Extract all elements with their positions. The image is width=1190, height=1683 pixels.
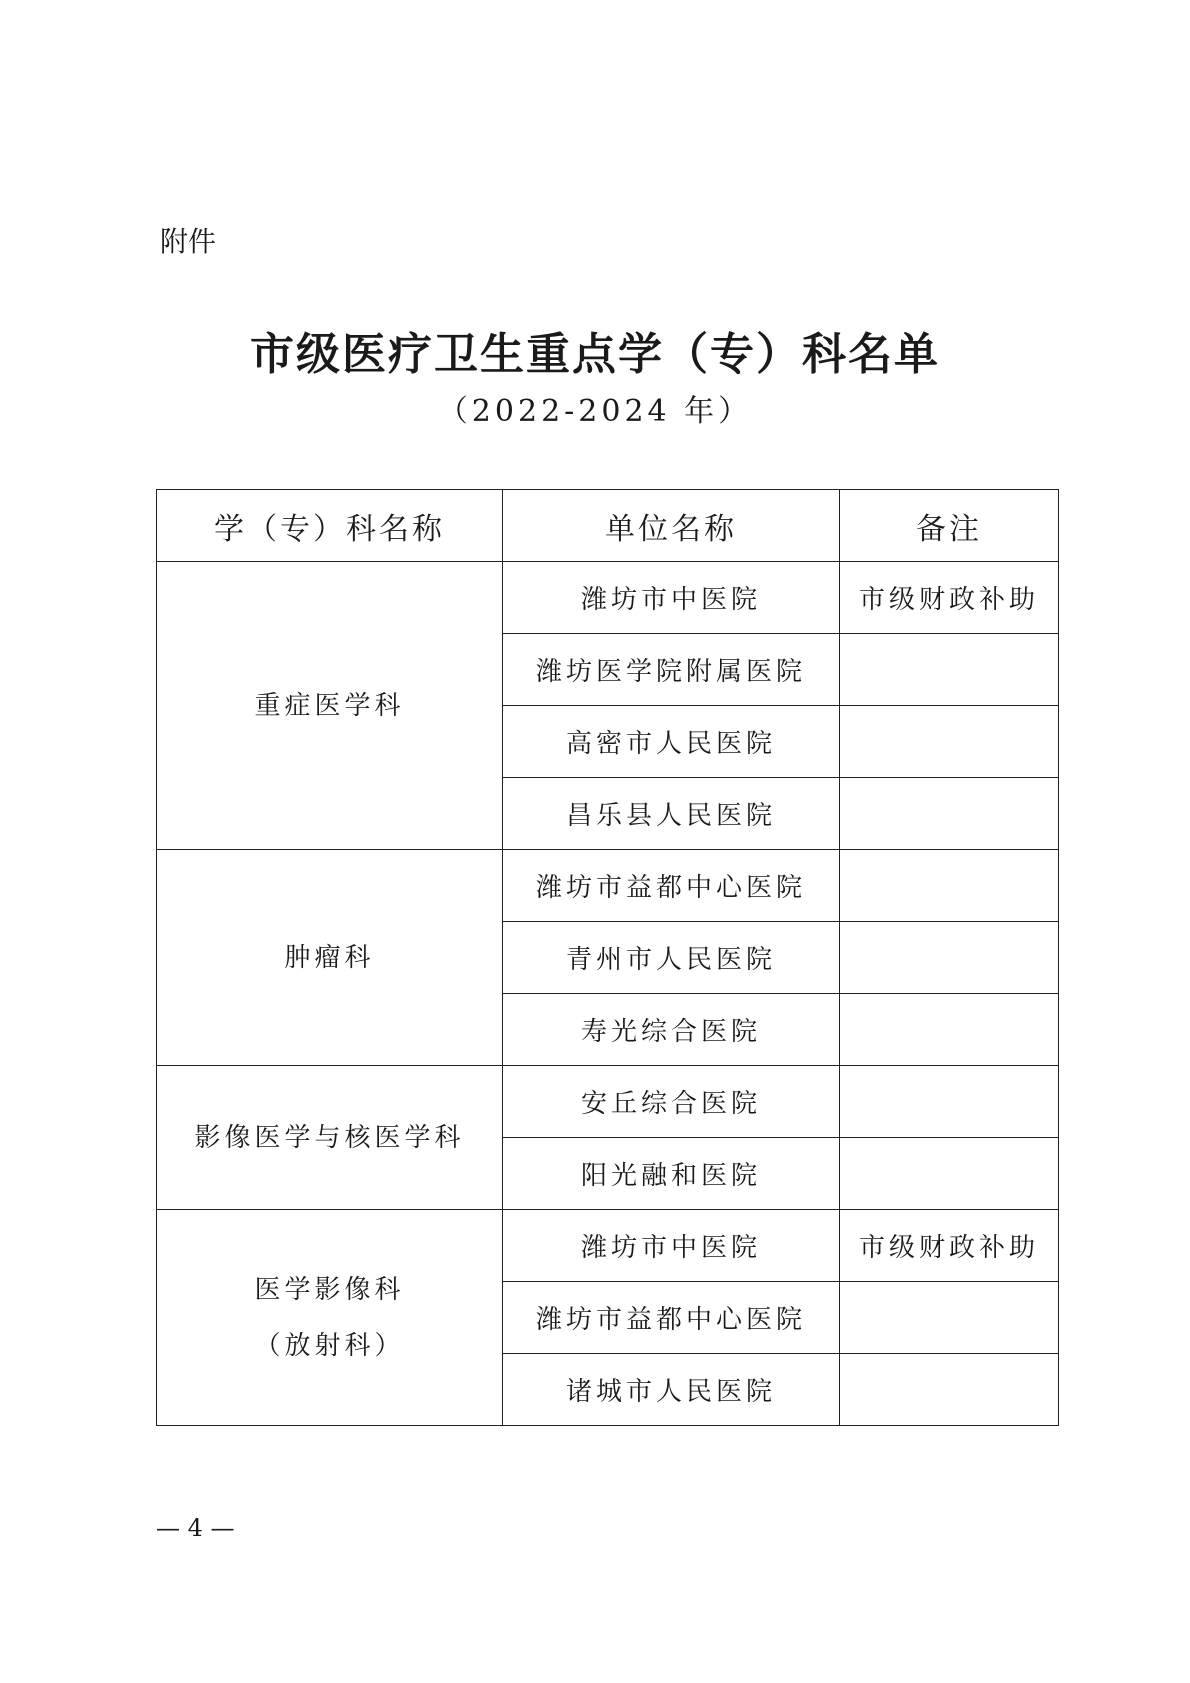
subject-cell [157,1210,503,1426]
document-title: 市级医疗卫生重点学（专）科名单 [250,329,940,380]
table-header-row [157,490,1059,562]
table-row [157,1066,1059,1138]
table-row [157,562,1059,634]
table-row [157,850,1059,922]
note-cell [840,1354,1059,1426]
attachment-label: 附件 [160,225,217,258]
unit-cell: 潍坊市益都中心医院 [503,1282,840,1354]
unit-cell: 潍坊市中医院 [503,562,840,634]
subject-cell [157,562,503,850]
note-cell [840,1282,1059,1354]
header-unit: 单位名称 [503,490,840,562]
note-cell [840,850,1059,922]
unit-cell: 诸城市人民医院 [503,1354,840,1426]
unit-cell: 潍坊市中医院 [503,1210,840,1282]
table-row [157,1210,1059,1282]
unit-cell: 高密市人民医院 [503,706,840,778]
note-cell [840,778,1059,850]
unit-cell: 寿光综合医院 [503,994,840,1066]
subject-name: 医学影像科 [254,1274,405,1305]
note-cell [840,922,1059,994]
note-cell [840,634,1059,706]
unit-cell: 潍坊医学院附属医院 [503,634,840,706]
page-number: — 4 — [156,1514,235,1542]
subject-name: 重症医学科 [254,690,405,721]
note-cell [840,1066,1059,1138]
subject-cell [157,850,503,1066]
subject-name: 肿瘤科 [284,942,375,973]
unit-cell: 昌乐县人民医院 [503,778,840,850]
header-subject: 学（专）科名称 [157,490,503,562]
discipline-list-table [156,489,1059,1426]
unit-cell: 安丘综合医院 [503,1066,840,1138]
note-cell [840,706,1059,778]
note-cell: 市级财政补助 [840,1210,1059,1282]
note-cell [840,994,1059,1066]
unit-cell: 阳光融和医院 [503,1138,840,1210]
unit-cell: 青州市人民医院 [503,922,840,994]
subject-name-sub: （放射科） [254,1330,405,1361]
subject-name: 影像医学与核医学科 [194,1122,465,1153]
unit-cell: 潍坊市益都中心医院 [503,850,840,922]
note-cell [840,1138,1059,1210]
header-note: 备注 [840,490,1059,562]
document-subtitle: （2022-2024 年） [437,394,753,429]
note-cell: 市级财政补助 [840,562,1059,634]
subject-cell [157,1066,503,1210]
